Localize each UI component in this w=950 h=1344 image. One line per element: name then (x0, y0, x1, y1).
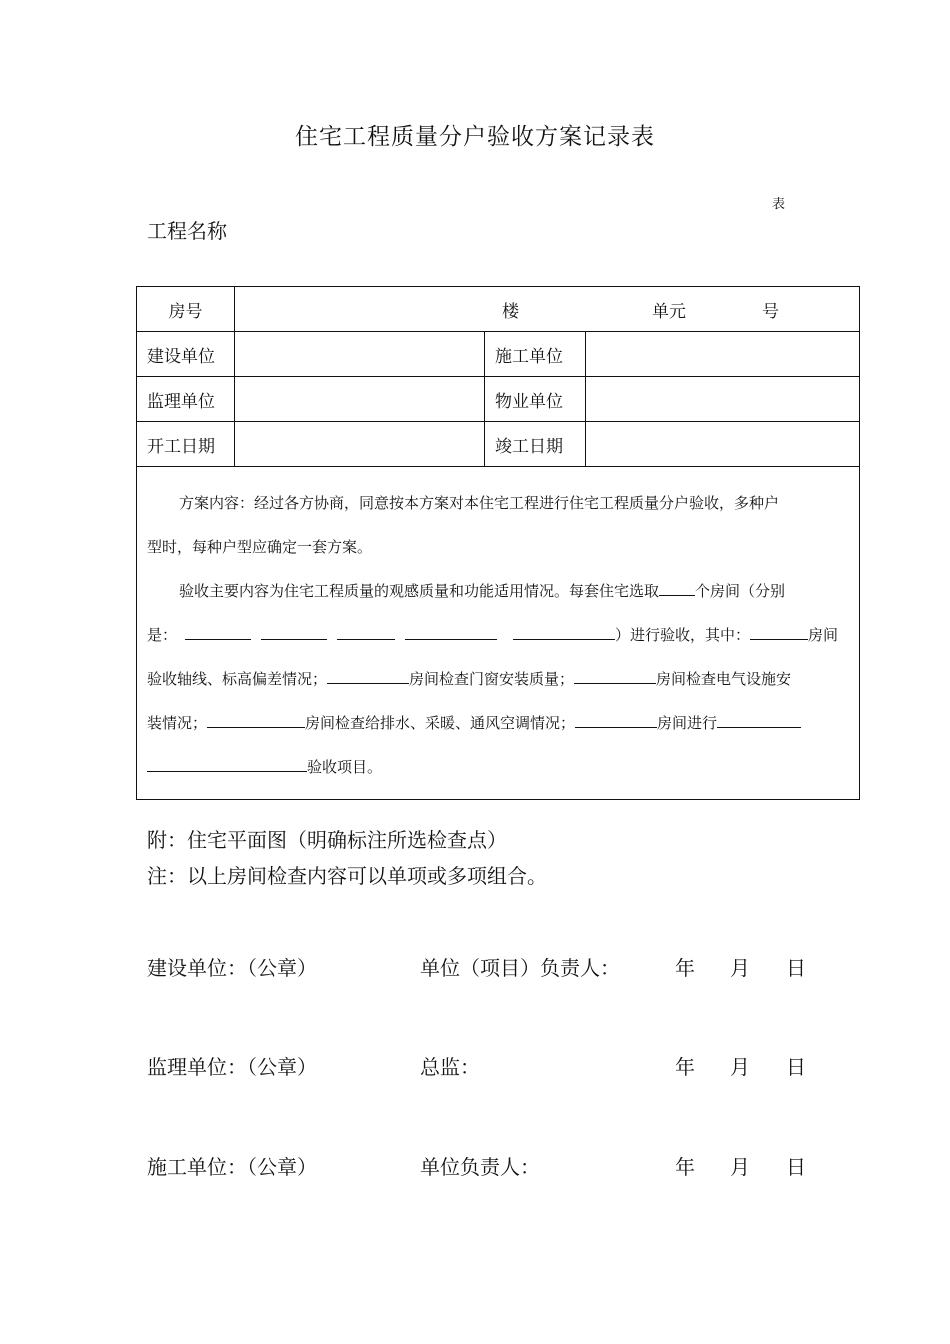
room-blank[interactable] (513, 621, 615, 640)
other-rooms-blank[interactable] (575, 709, 657, 728)
month-label: 月 (730, 1155, 750, 1179)
year-label: 年 (675, 956, 695, 980)
room-count-blank[interactable] (659, 577, 695, 596)
content-line: 验收主要内容为住宅工程质量的观感质量和功能适用情况。每套住宅选取 个房间（分别 (147, 569, 849, 613)
electric-rooms-blank[interactable] (574, 665, 656, 684)
builder-person-label: 单位（项目）负责人： (420, 956, 620, 980)
attachment-note: 附：住宅平面图（明确标注所选检查点） (147, 828, 507, 852)
property-field[interactable] (586, 377, 860, 422)
content-line: 方案内容：经过各方协商，同意按本方案对本住宅工程进行住宅工程质量分户验收，多种户 (179, 494, 780, 512)
start-date-label: 开工日期 (137, 422, 235, 467)
supervisor-seal-label: 监理单位：（公章） (147, 1055, 317, 1079)
finish-date-field[interactable] (586, 422, 860, 467)
record-form-table (136, 286, 860, 800)
window-rooms-blank[interactable] (327, 665, 409, 684)
room-blank[interactable] (261, 621, 327, 640)
plan-content (137, 467, 860, 800)
day-label: 日 (786, 1055, 806, 1079)
content-line: 验收项目。 (147, 745, 849, 789)
month-label: 月 (730, 1055, 750, 1079)
contractor-field[interactable] (586, 332, 860, 377)
contractor-person-label: 单位负责人： (420, 1155, 540, 1179)
day-label: 日 (786, 1155, 806, 1179)
form-number-label: 表 (772, 197, 786, 212)
month-label: 月 (730, 956, 750, 980)
year-label: 年 (675, 1055, 695, 1079)
room-blank[interactable] (405, 621, 497, 640)
house-number-label: 房号 (137, 287, 235, 332)
day-label: 日 (786, 956, 806, 980)
content-line: 装情况； 房间检查给排水、采暖、通风空调情况； 房间进行 (147, 701, 849, 745)
property-label: 物业单位 (485, 377, 586, 422)
supervisor-field[interactable] (235, 377, 485, 422)
supervisor-label: 监理单位 (137, 377, 235, 422)
building-label: 楼 (502, 301, 520, 322)
page-title: 住宅工程质量分户验收方案记录表 (295, 124, 655, 150)
axis-rooms-blank[interactable] (750, 621, 808, 640)
room-blank[interactable] (337, 621, 395, 640)
other-item-blank-2[interactable] (147, 753, 307, 772)
house-number-field[interactable] (235, 287, 860, 332)
builder-seal-label: 建设单位：（公章） (147, 956, 317, 980)
number-label: 号 (762, 301, 780, 322)
room-blank[interactable] (185, 621, 251, 640)
other-item-blank[interactable] (717, 709, 801, 728)
content-line: 验收轴线、标高偏差情况； 房间检查门窗安装质量； 房间检查电气设施安 (147, 657, 849, 701)
builder-label: 建设单位 (137, 332, 235, 377)
content-line: 是： ）进行验收，其中： 房间 (147, 613, 849, 657)
builder-field[interactable] (235, 332, 485, 377)
contractor-seal-label: 施工单位：（公章） (147, 1155, 317, 1179)
year-label: 年 (675, 1155, 695, 1179)
content-line: 型时，每种户型应确定一套方案。 (147, 538, 373, 556)
finish-date-label: 竣工日期 (485, 422, 586, 467)
start-date-field[interactable] (235, 422, 485, 467)
unit-label: 单元 (652, 301, 687, 322)
project-name-label: 工程名称 (147, 219, 227, 243)
remark-note: 注：以上房间检查内容可以单项或多项组合。 (147, 864, 547, 888)
chief-supervisor-label: 总监： (420, 1055, 480, 1079)
plumbing-rooms-blank[interactable] (207, 709, 305, 728)
contractor-label: 施工单位 (485, 332, 586, 377)
